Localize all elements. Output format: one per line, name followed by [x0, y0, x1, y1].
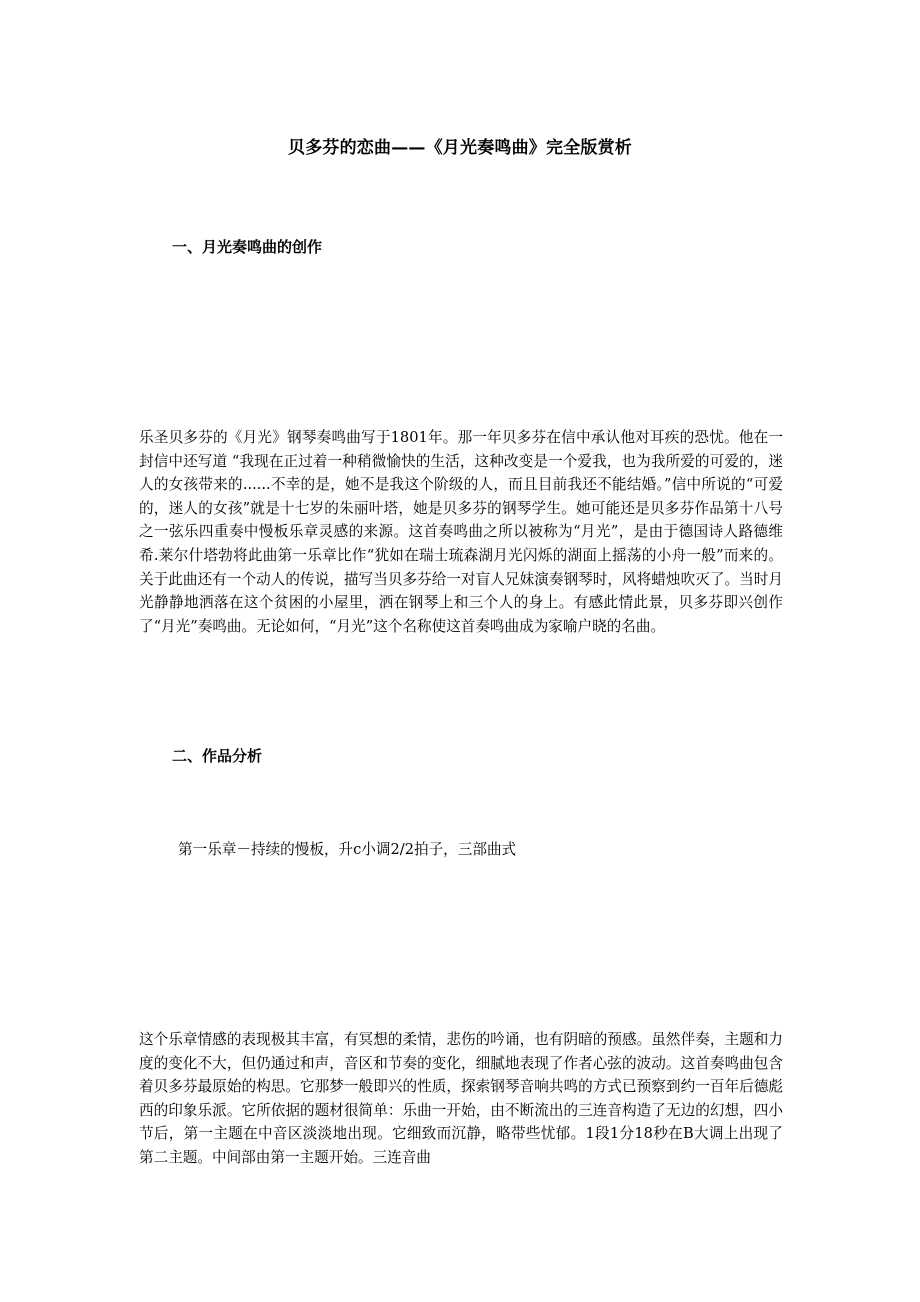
document-title: 贝多芬的恋曲——《月光奏鸣曲》完全版赏析 [288, 138, 632, 158]
section-body-creation: 乐圣贝多芬的《月光》钢琴奏鸣曲写于1801年。那一年贝多芬在信中承认他对耳疾的恐忧。他在一封信中还写道 “我现在正过着一种稍微愉快的生活，这种改变是一个爱我，也为我所爱的可爱的，迷人的女孩带来的......不幸的是，她不是我这个阶级的人，而且目前我还不能结婚。”信中所说的“可爱的，迷人的女孩”就是十七岁的朱丽叶塔，她是贝多芬的钢琴学生。她可能还是贝多芬作品第十八号之一弦乐四重奏中慢板乐章灵感的来源。这首奏鸣曲之所以被称为“月光”，是由于德国诗人路德维希.莱尔什塔勃将此曲第一乐章比作“犹如在瑞士琉森湖月光闪烁的湖面上摇荡的小舟一般”而来的。关于此曲还有一个动人的传说，描写当贝多芬给一对盲人兄妹演奏钢琴时，风将蜡烛吹灭了。当时月光静静地洒落在这个贫困的小屋里，洒在钢琴上和三个人的身上。有感此情此景，贝多芬即兴创作了“月光”奏鸣曲。无论如何，“月光”这个名称使这首奏鸣曲成为家喻户晓的名曲。 [139, 429, 783, 635]
movement-subtitle: 第一乐章－持续的慢板，升c小调2/2拍子，三部曲式 [178, 841, 517, 858]
section-body-analysis: 这个乐章情感的表现极其丰富，有冥想的柔情，悲伤的吟诵，也有阴暗的预感。虽然伴奏，主题和力度的变化不大，但仍通过和声，音区和节奏的变化，细腻地表现了作者心弦的波动。这首奏鸣曲包含着贝多芬最原始的构思。它那梦一般即兴的性质，探索钢琴音响共鸣的方式已预察到约一百年后德彪西的印象乐派。它所依据的题材很简单：乐曲一开始，由不断流出的三连音构造了无边的幻想，四小节后，第一主题在中音区淡淡地出现。它细致而沉静，略带些忧郁。1段1分18秒在B大调上出现了第二主题。中间部由第一主题开始。三连音曲 [139, 1031, 783, 1166]
section-heading-analysis: 二、作品分析 [172, 747, 263, 765]
section-heading-creation: 一、月光奏鸣曲的创作 [172, 238, 323, 256]
